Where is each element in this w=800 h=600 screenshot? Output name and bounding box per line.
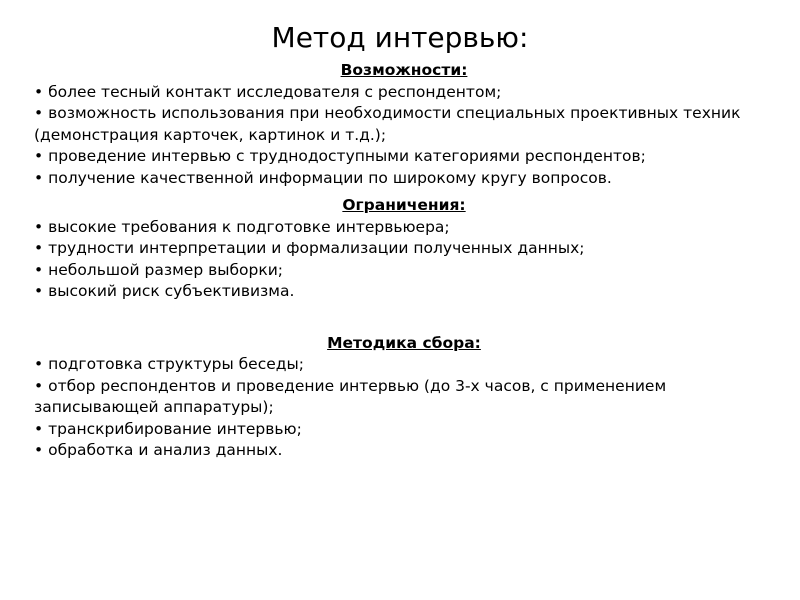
list-item xyxy=(34,354,774,376)
list-item-text: проведение интервью с труднодоступными категориями респондентов; xyxy=(48,147,646,165)
spacer xyxy=(34,303,774,333)
section-capabilities xyxy=(34,60,774,189)
list-item xyxy=(34,376,774,419)
list-item-text: высокий риск субъективизма. xyxy=(48,282,295,300)
section-methodology xyxy=(34,333,774,462)
bullet-icon: • xyxy=(34,260,44,279)
list-item xyxy=(34,82,774,104)
slide-content xyxy=(34,60,774,462)
section-heading: Ограничения: xyxy=(342,196,466,214)
section-limitations xyxy=(34,195,774,303)
list-item-text: транскрибирование интервью; xyxy=(48,419,302,438)
list-item xyxy=(34,238,774,260)
list-item xyxy=(34,419,774,441)
bullet-icon: • xyxy=(34,355,44,373)
list-item-text: более тесный контакт исследователя с респондентом; xyxy=(48,82,502,101)
bullet-icon: • xyxy=(34,376,44,395)
list-item xyxy=(34,260,774,282)
bullet-icon: • xyxy=(34,217,44,236)
list-item-text: отбор респондентов и проведение интервью (до 3-х часов, с применением записывающей аппаратуры); xyxy=(34,376,667,416)
list-item xyxy=(34,168,774,190)
list-item-text: получение качественной информации по широкому кругу вопросов. xyxy=(48,168,612,187)
list-item xyxy=(34,440,774,462)
list-item xyxy=(34,217,774,239)
list-item xyxy=(34,103,774,146)
list-item xyxy=(34,146,774,168)
list-item-text: обработка и анализ данных. xyxy=(48,441,283,459)
bullet-icon: • xyxy=(34,82,44,101)
bullet-icon: • xyxy=(34,239,44,257)
bullet-icon: • xyxy=(34,419,44,438)
section-heading: Методика сбора: xyxy=(327,333,481,352)
list-item-text: возможность использования при необходимости специальных проективных техник (демонстрация карточек, картинок и т.д.); xyxy=(34,104,741,144)
list-item-text: трудности интерпретации и формализации полученных данных; xyxy=(48,239,585,257)
list-item xyxy=(34,281,774,303)
list-item-text: высокие требования к подготовке интервьюера; xyxy=(48,217,450,236)
bullet-icon: • xyxy=(34,441,44,459)
bullet-list xyxy=(34,354,774,462)
bullet-icon: • xyxy=(34,104,44,122)
bullet-icon: • xyxy=(34,147,44,165)
bullet-list xyxy=(34,82,774,190)
bullet-icon: • xyxy=(34,168,44,187)
bullet-icon: • xyxy=(34,282,44,300)
list-item-text: небольшой размер выборки; xyxy=(48,260,284,279)
bullet-list xyxy=(34,217,774,303)
slide-title: Метод интервью: xyxy=(271,21,529,54)
list-item-text: подготовка структуры беседы; xyxy=(48,355,304,373)
section-heading: Возможности: xyxy=(340,61,468,79)
